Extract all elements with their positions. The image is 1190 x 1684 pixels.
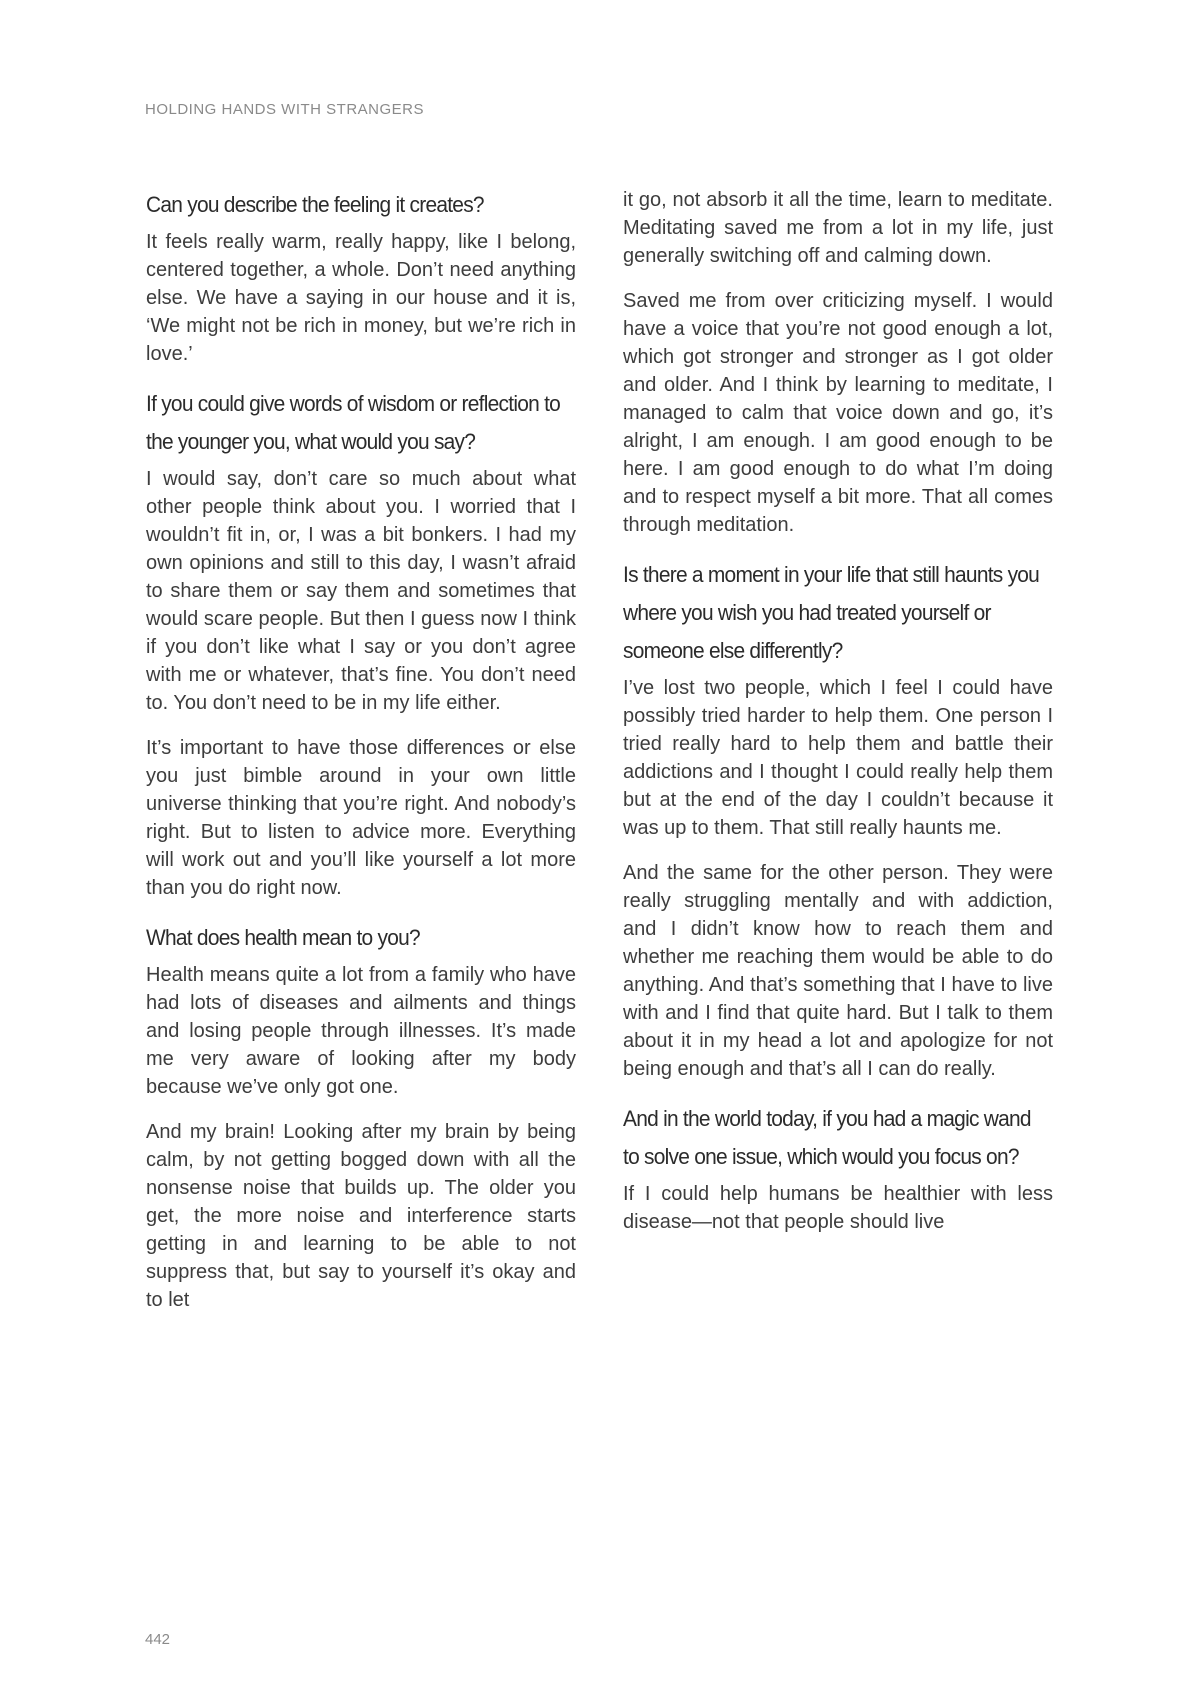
right-column [623, 186, 1053, 1253]
answer-paragraph: And the same for the other person. They were really struggling mentally and with addiction, and I didn’t know how to reach them and whether me reaching them would be able to do anything. And that’s something that I have to live with and I find that quite hard. But I talk to them about it in my head a lot and apologize for not being enough and that’s all I can do really. [623, 862, 1053, 1080]
left-column [146, 186, 576, 1331]
question-heading: What does health mean to you? [146, 925, 420, 950]
answer-paragraph: I would say, don’t care so much about what other people think about you. I worried that I wouldn’t fit in, or, I was a bit bonkers. I had my own opinions and still to this day, I wasn’t afraid to share them or say them and sometimes that would scare people. But then I guess now I think if you don’t like what I say or you don’t agree with me or whatever, that’s fine. You don’t need to. You don’t need to be in my life either. [146, 468, 576, 714]
running-header: HOLDING HANDS WITH STRANGERS [145, 101, 425, 118]
question-heading: Is there a moment in your life that still haunts you where you wish you had treated yourself or someone else differently? [623, 562, 1040, 663]
answer-paragraph: Saved me from over criticizing myself. I would have a voice that you’re not good enough a lot, which got stronger and stronger as I got older and older. And I think by learning to meditate, I managed to calm that voice down and go, it’s alright, I am enough. I am good enough to be here. I am good enough to do what I’m doing and to respect myself a bit more. That all comes through meditation. [623, 290, 1053, 536]
question-heading: And in the world today, if you had a magic wand to solve one issue, which would you focus on? [623, 1106, 1031, 1169]
question-heading: Can you describe the feeling it creates? [146, 192, 484, 217]
answer-paragraph: It’s important to have those differences or else you just bimble around in your own little universe thinking that you’re right. And nobody’s right. But to listen to advice more. Everything will work out and you’ll like yourself a lot more than you do right now. [146, 737, 576, 899]
answer-paragraph: And my brain! Looking after my brain by being calm, by not getting bogged down with all the nonsense noise that builds up. The older you get, the more noise and interference starts getting in and learning to be able to not suppress that, but say to yourself it’s okay and to let [146, 1121, 576, 1311]
page-number: 442 [145, 1631, 171, 1648]
answer-paragraph: it go, not absorb it all the time, learn to meditate. Meditating saved me from a lot in my life, just generally switching off and calming down. [623, 189, 1053, 267]
answer-paragraph: If I could help humans be healthier with less disease—not that people should live [623, 1183, 1053, 1233]
answer-paragraph: I’ve lost two people, which I feel I could have possibly tried harder to help them. One person I tried really hard to help them and battle their addictions and I thought I could really help them but at the end of the day I couldn’t because it was up to them. That still really haunts me. [623, 677, 1053, 839]
answer-paragraph: Health means quite a lot from a family who have had lots of diseases and ailments and things and losing people through illnesses. It’s made me very aware of looking after my body because we’ve only got one. [146, 964, 576, 1098]
question-heading: If you could give words of wisdom or reflection to the younger you, what would you say? [146, 391, 561, 454]
answer-paragraph: It feels really warm, really happy, like I belong, centered together, a whole. Don’t need anything else. We have a saying in our house and it is, ‘We might not be rich in money, but we’re rich in love.’ [146, 231, 576, 365]
